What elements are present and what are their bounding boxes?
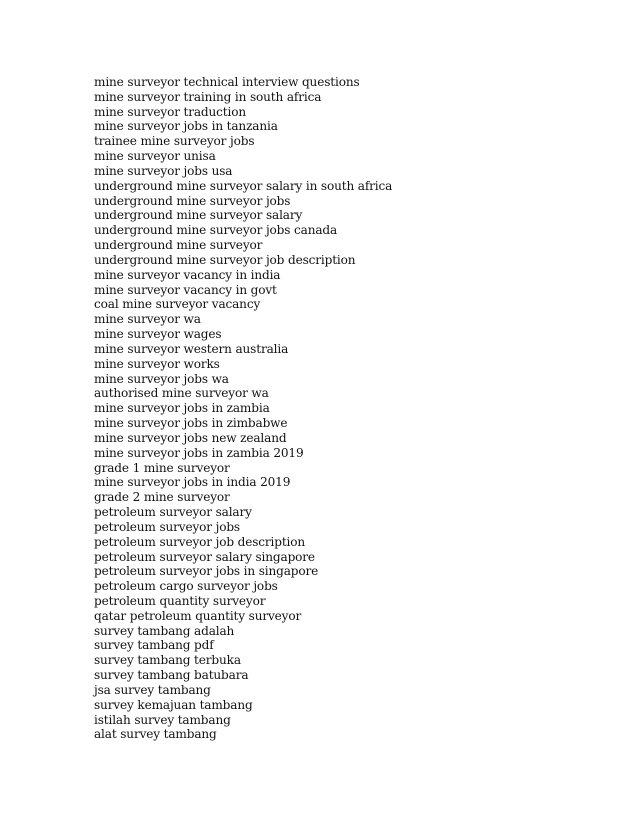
keyword-line: survey tambang terbuka	[94, 653, 241, 668]
keyword-line: petroleum surveyor jobs	[94, 519, 240, 534]
keyword-line: trainee mine surveyor jobs	[94, 134, 255, 149]
keyword-line: mine surveyor jobs in zambia 2019	[94, 445, 304, 460]
keyword-line: mine surveyor western australia	[94, 341, 289, 356]
keyword-line: underground mine surveyor salary	[94, 208, 303, 223]
keyword-line: survey tambang pdf	[94, 638, 214, 653]
keyword-line: petroleum cargo surveyor jobs	[94, 579, 278, 594]
keyword-line: petroleum surveyor job description	[94, 534, 306, 549]
keyword-line: istilah survey tambang	[94, 712, 231, 727]
keyword-line: mine surveyor wa	[94, 312, 201, 327]
keyword-line: mine surveyor wages	[94, 327, 222, 342]
keyword-line: mine surveyor unisa	[94, 149, 216, 164]
keyword-line: mine surveyor jobs new zealand	[94, 430, 287, 445]
keyword-line: petroleum surveyor jobs in singapore	[94, 564, 319, 579]
keyword-line: qatar petroleum quantity surveyor	[94, 608, 302, 623]
keyword-line: mine surveyor training in south africa	[94, 89, 322, 104]
keyword-line: alat survey tambang	[94, 727, 217, 742]
keyword-line: mine surveyor jobs in tanzania	[94, 119, 278, 134]
keyword-line: survey tambang batubara	[94, 668, 249, 683]
keyword-line: mine surveyor vacancy in india	[94, 267, 281, 282]
keyword-line: mine surveyor jobs wa	[94, 371, 229, 386]
keyword-line: authorised mine surveyor wa	[94, 386, 269, 401]
keyword-line: survey kemajuan tambang	[94, 697, 253, 712]
keyword-line: mine surveyor jobs in zimbabwe	[94, 416, 288, 431]
keyword-line: mine surveyor vacancy in govt	[94, 282, 277, 297]
keyword-line: petroleum surveyor salary	[94, 505, 252, 520]
keyword-line: grade 1 mine surveyor	[94, 460, 230, 475]
keyword-line: underground mine surveyor jobs	[94, 193, 291, 208]
keyword-line: mine surveyor works	[94, 356, 220, 371]
keyword-line: mine surveyor jobs usa	[94, 163, 233, 178]
keyword-line: grade 2 mine surveyor	[94, 490, 230, 505]
keyword-list	[94, 75, 392, 742]
keyword-line: survey tambang adalah	[94, 623, 235, 638]
keyword-line: mine surveyor traduction	[94, 104, 246, 119]
keyword-line: petroleum surveyor salary singapore	[94, 549, 315, 564]
keyword-line: jsa survey tambang	[94, 682, 211, 697]
keyword-line: underground mine surveyor	[94, 238, 263, 253]
keyword-line: mine surveyor jobs in india 2019	[94, 475, 291, 490]
keyword-line: mine surveyor technical interview questions	[94, 75, 360, 89]
keyword-line: petroleum quantity surveyor	[94, 593, 266, 608]
keyword-line: underground mine surveyor job description	[94, 252, 356, 267]
keyword-line: coal mine surveyor vacancy	[94, 297, 261, 312]
keyword-line: mine surveyor jobs in zambia	[94, 401, 270, 416]
keyword-line: underground mine surveyor jobs canada	[94, 223, 338, 238]
keyword-line: underground mine surveyor salary in south africa	[94, 178, 393, 193]
